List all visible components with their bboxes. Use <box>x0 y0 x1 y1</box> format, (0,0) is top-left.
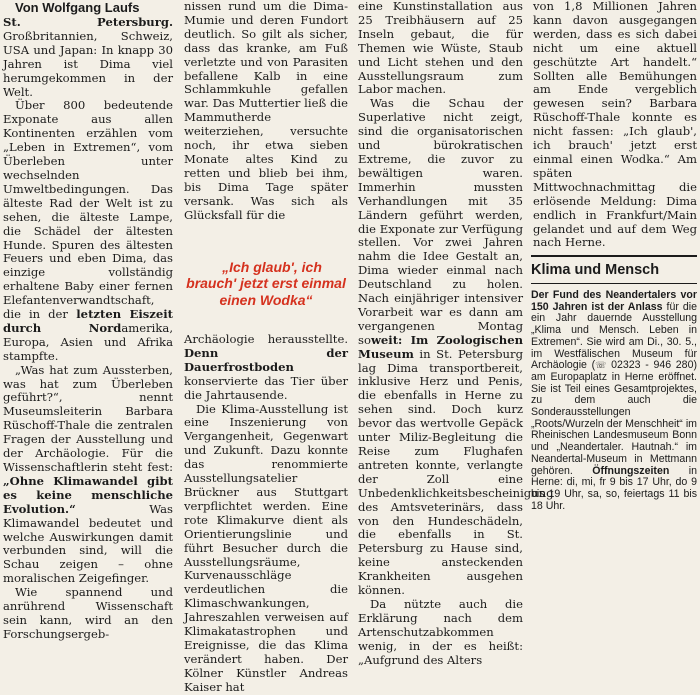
column-2 <box>184 0 348 695</box>
box-title: Klima und Mensch <box>531 262 660 278</box>
paragraph-2: Über 800 bedeutende Exponate aus allen Kontinenten erzählen vom „Leben in Extremen“, vom Überleben unter wechselnden Umweltbedingungen. Das älteste Rad der Welt ist zu sehen, die älteste Lampe, die Schädel der ältesten Hunde. Spuren des ältesten Feuers und eben Dima, das einzige vollständig erhaltene Baby einer fernen Elefantenverwandtschaft, die in der letzten Eiszeit durch Nordamerika, Europa, Asien und Afrika stampfte. <box>3 98 173 363</box>
info-box-text: Der Fund des Neandertalers vor 150 Jahren ist der Anlass für die ein Jahr dauernde Ausstellung „Klima und Mensch. Leben in Extremen“. Sie wird am Di., 30. 5., im Westfälischen Museum für Archäologie (☏ 02323 - 946 280) am Europaplatz in Herne eröffnet. Sie ist Teil eines Gesamtprojektes, zu dem auch die Sonderausstellungen „Roots/Wurzeln der Menschheit“ im Rheinischen Landesmuseum Bonn und „Neandertaler. Hautnah.“ im Neandertal-Museum in Mettmann gehören. Öffnungszeiten in Herne: di, mi, fr 9 bis 17 Uhr, do 9 bis 19 Uhr, sa, so, feiertags 11 bis 18 Uhr. <box>531 289 697 512</box>
info-box <box>531 290 697 512</box>
paragraph-6: Archäologie herausstellte. Denn der Dauerfrostboden konservierte das Tier über die Jahrtausende. <box>184 332 348 402</box>
phone-icon: ☏ <box>595 360 607 371</box>
byline: Von Wolfgang Laufs <box>15 0 140 15</box>
paragraph-1: St. Petersburg. Großbritannien, Schweiz, USA und Japan: In knapp 30 Jahren ist Dima viel herumgekommen in der Welt. <box>3 15 173 99</box>
box-title-rule <box>531 283 697 284</box>
pull-quote: „Ich glaub', ich brauch' jetzt erst einmal einen Wodka“ <box>186 258 346 308</box>
box-top-rule <box>531 255 697 257</box>
paragraph-3: „Was hat zum Aussterben, was hat zum Überleben geführt?“, nennt Museumsleiterin Barbara Rüschoff-Thale die zentralen Fragen der Ausstellung und der Archäologie. Für die Wissenschaftlerin steht fest: „Ohne Klimawandel gibt es keine menschliche Evolution.“ Was Klimawandel bedeutet und welche Auswirkungen damit verbunden sind, will die Schau zeigen – ohne moralischen Zeigefinger. <box>3 362 173 586</box>
paragraph-7: Die Klima-Ausstellung ist eine Inszenierung von Vergangenheit, Gegenwart und Zukunft. Dazu konnte das renommierte Ausstellungsatelier Brückner aus Stuttgart verpflichtet werden. Eine rote Klimakurve dient als Orientierungslinie und führt Besucher durch die Ausstellungsräume, Kurvenausschläge verdeutlichen die Klimaschwankungen, Jahreszahlen verweisen auf Klimakatastrophen und Ereignisse, die das Klima verändert haben. Der Kölner Künstler Andreas Kaiser hat <box>184 401 348 694</box>
paragraph-4: Wie spannend und anrührend Wissenschaft sein kann, wird an den Forschungsergeb- <box>3 585 173 641</box>
paragraph-11: von 1,8 Millionen Jahren kann davon ausgegangen werden, dass es sich dabei nicht um eine aktuell geschützte Art handelt.“ Sollten alle Bemühungen am Ende vergeblich gewesen sein? Barbara Rüschoff-Thale konnte es nicht fassen: „Ich glaub', ich brauch' jetzt erst einmal einen Wodka.“ Am späten Mittwochnachmittag die erlösende Meldung: Dima endlich in Frankfurt/Main gelandet und auf dem Weg nach Herne. <box>533 0 697 250</box>
paragraph-5: nissen rund um die Dima-Mumie und deren Fundort deutlich. So gilt als sicher, dass das kranke, am Fuß verletzte und von Parasiten befallene Kalb in eine Schlammkuhle gefallen war. Das Muttertier ließ die Mammutherde weiterziehen, versuchte noch, ihr etwa sieben Monate altes Kind zu retten und blieb bei ihm, bis Dima Tage später versank. Was sich als Glücksfall für die <box>184 0 348 222</box>
paragraph-9: Was die Schau der Superlative nicht zeigt, sind die organisatorischen und bürokratischen Extreme, die zuvor zu bewältigen waren. Immerhin mussten Verhandlungen mit 35 Ländern geführt werden, die Exponate zur Verfügung stellen. Vor zwei Jahren nahm die Idee Gestalt an, Dima wieder einmal nach Deutschland zu holen. Nach einjähriger intensiver Vorarbeit war es dann am vergangenen Montag soweit: Im Zoologischen Museum in St. Petersburg lag Dima transportbereit, inklusive Herz und Penis, die ebenfalls in Herne zu sehen sind. Doch kurz bevor das wertvolle Gepäck unter Miliz-Begleitung die Reise zum Flughafen antreten konnte, verlangte der Zoll eine Unbedenklichkeitsbescheinigung des Amtsveterinärs, dass von den Hundeschädeln, die ebenfalls in St. Petersburg zu Hause sind, keine ansteckenden Krankheiten ausgehen können. <box>358 96 554 598</box>
paragraph-8: eine Kunstinstallation aus 25 Treibhäusern auf 25 Inseln gebaut, die für Themen wie Wüste, Staub und Licht stehen und den Ausstellungsraum zum Labor machen. <box>358 0 523 97</box>
dateline: St. Petersburg. <box>3 15 173 29</box>
column-4 <box>533 0 697 250</box>
column-1 <box>3 0 173 642</box>
column-3 <box>358 0 554 668</box>
paragraph-10: Da nützte auch die Erklärung nach dem Artenschutzabkommen wenig, in der es heißt: „Aufgrund des Alters <box>358 596 523 667</box>
phone-number: 02323 - 946 280) <box>606 359 697 372</box>
